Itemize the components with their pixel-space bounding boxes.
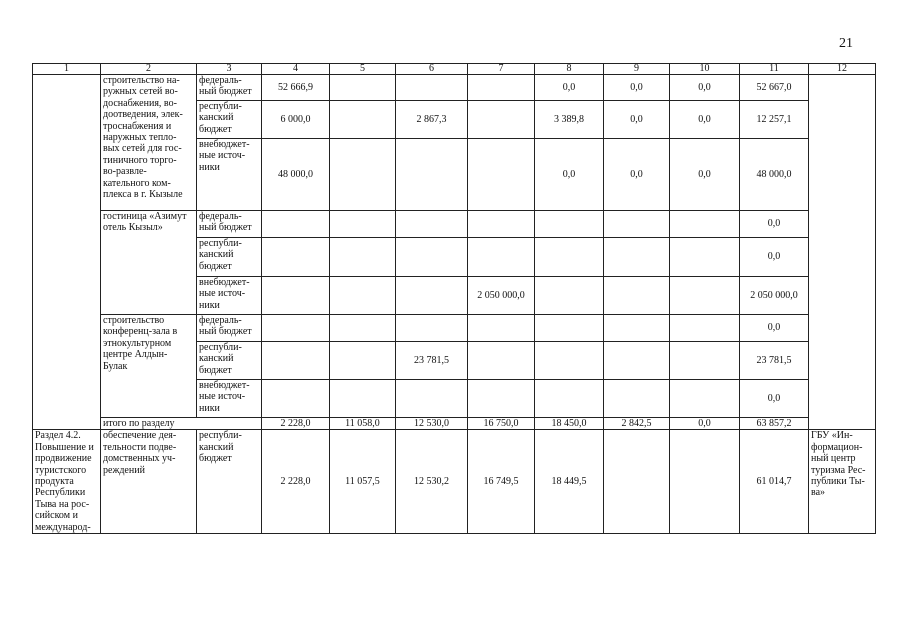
value-cell: 0,0 (670, 75, 740, 101)
source-cell: федераль- ный бюджет (197, 75, 262, 101)
value-cell (330, 342, 396, 380)
source-cell: внебюджет- ные источ- ники (197, 277, 262, 315)
value-cell (330, 211, 396, 238)
value-cell (468, 380, 535, 418)
value-cell (468, 342, 535, 380)
value-cell (330, 315, 396, 342)
value-cell (604, 315, 670, 342)
value-cell (535, 277, 604, 315)
budget-table (32, 63, 876, 534)
value-cell (670, 380, 740, 418)
col-number-5: 5 (330, 64, 396, 75)
value-cell (535, 211, 604, 238)
source-cell: республи- канский бюджет (197, 101, 262, 139)
value-cell (262, 277, 330, 315)
value-cell: 48 000,0 (740, 139, 809, 211)
value-cell (535, 315, 604, 342)
value-cell (262, 238, 330, 277)
value-cell (396, 238, 468, 277)
value-cell: 0,0 (535, 139, 604, 211)
value-cell (468, 101, 535, 139)
col-number-2: 2 (101, 64, 197, 75)
value-cell (468, 315, 535, 342)
section-total-row (33, 418, 876, 430)
table-row (33, 315, 876, 342)
total-cell: 2 228,0 (262, 418, 330, 430)
column-number-row (33, 64, 876, 75)
value-cell (604, 430, 670, 534)
value-cell: 0,0 (535, 75, 604, 101)
col-number-4: 4 (262, 64, 330, 75)
total-label: итого по разделу (101, 418, 262, 430)
page-number: 21 (839, 36, 853, 51)
section-title-cell: Раздел 4.2. Повышение и продвижение туристского продукта Республики Тыва на рос- сийском и международ- (33, 430, 101, 534)
col-number-8: 8 (535, 64, 604, 75)
value-cell (535, 342, 604, 380)
value-cell (262, 211, 330, 238)
table-row (33, 430, 876, 534)
total-cell: 0,0 (670, 418, 740, 430)
value-cell: 2 050 000,0 (740, 277, 809, 315)
activity-cell: гостиница «Азимут отель Кызыл» (101, 211, 197, 315)
value-cell (330, 139, 396, 211)
activity-cell: обеспечение дея- тельности подве- домственных уч- реждений (101, 430, 197, 534)
value-cell (262, 315, 330, 342)
total-cell: 18 450,0 (535, 418, 604, 430)
value-cell (262, 342, 330, 380)
value-cell: 0,0 (740, 380, 809, 418)
value-cell (396, 75, 468, 101)
value-cell: 23 781,5 (396, 342, 468, 380)
col-number-3: 3 (197, 64, 262, 75)
activity-cell: строительство на- ружных сетей во- доснабжения, во- доотведения, элек- троснабжения и наружных тепло- вых сетей для гос- тиничного торго- во-развле- кательного ком- плекса в г. Кызыле (101, 75, 197, 211)
value-cell (670, 315, 740, 342)
value-cell (330, 277, 396, 315)
value-cell: 6 000,0 (262, 101, 330, 139)
value-cell: 2 867,3 (396, 101, 468, 139)
value-cell (604, 342, 670, 380)
value-cell (535, 380, 604, 418)
value-cell (604, 380, 670, 418)
total-cell: 63 857,2 (740, 418, 809, 430)
value-cell (396, 211, 468, 238)
col-number-12: 12 (809, 64, 876, 75)
source-cell: внебюджет- ные источ- ники (197, 380, 262, 418)
source-cell: республи- канский бюджет (197, 238, 262, 277)
col-number-9: 9 (604, 64, 670, 75)
total-cell: 16 750,0 (468, 418, 535, 430)
value-cell: 52 667,0 (740, 75, 809, 101)
value-cell: 16 749,5 (468, 430, 535, 534)
value-cell (330, 380, 396, 418)
value-cell (670, 238, 740, 277)
value-cell: 12 530,2 (396, 430, 468, 534)
value-cell (262, 380, 330, 418)
activity-cell: строительство конференц-зала в этнокультурном центре Алдын- Булак (101, 315, 197, 418)
source-cell: федераль- ный бюджет (197, 315, 262, 342)
value-cell (468, 75, 535, 101)
value-cell (604, 238, 670, 277)
value-cell (670, 211, 740, 238)
value-cell: 11 057,5 (330, 430, 396, 534)
col-number-1: 1 (33, 64, 101, 75)
value-cell (468, 139, 535, 211)
value-cell (670, 430, 740, 534)
value-cell (535, 238, 604, 277)
source-cell: внебюджет- ные источ- ники (197, 139, 262, 211)
value-cell: 0,0 (604, 75, 670, 101)
col-number-10: 10 (670, 64, 740, 75)
value-cell (396, 380, 468, 418)
value-cell (396, 139, 468, 211)
value-cell: 2 050 000,0 (468, 277, 535, 315)
executor-cell-empty (809, 75, 876, 430)
value-cell: 48 000,0 (262, 139, 330, 211)
value-cell (330, 75, 396, 101)
value-cell: 0,0 (740, 211, 809, 238)
total-cell: 12 530,0 (396, 418, 468, 430)
value-cell: 3 389,8 (535, 101, 604, 139)
value-cell (670, 277, 740, 315)
table-row (33, 211, 876, 238)
value-cell: 0,0 (604, 139, 670, 211)
table-row (33, 75, 876, 101)
value-cell: 61 014,7 (740, 430, 809, 534)
value-cell (604, 277, 670, 315)
executor-cell: ГБУ «Ин- формацион- ный центр туризма Рес- публики Ты- ва» (809, 430, 876, 534)
value-cell: 23 781,5 (740, 342, 809, 380)
col-number-7: 7 (468, 64, 535, 75)
source-cell: республи- канский бюджет (197, 430, 262, 534)
value-cell: 18 449,5 (535, 430, 604, 534)
value-cell: 12 257,1 (740, 101, 809, 139)
value-cell: 0,0 (604, 101, 670, 139)
value-cell: 52 666,9 (262, 75, 330, 101)
value-cell (330, 101, 396, 139)
value-cell: 0,0 (670, 139, 740, 211)
col-number-11: 11 (740, 64, 809, 75)
value-cell (604, 211, 670, 238)
source-cell: республи- канский бюджет (197, 342, 262, 380)
value-cell: 0,0 (670, 101, 740, 139)
total-cell: 11 058,0 (330, 418, 396, 430)
value-cell: 0,0 (740, 315, 809, 342)
value-cell (396, 315, 468, 342)
value-cell (468, 211, 535, 238)
value-cell (396, 277, 468, 315)
col-number-6: 6 (396, 64, 468, 75)
total-cell: 2 842,5 (604, 418, 670, 430)
value-cell: 2 228,0 (262, 430, 330, 534)
section-cell-empty (33, 75, 101, 430)
value-cell (468, 238, 535, 277)
value-cell (330, 238, 396, 277)
value-cell: 0,0 (740, 238, 809, 277)
value-cell (670, 342, 740, 380)
source-cell: федераль- ный бюджет (197, 211, 262, 238)
